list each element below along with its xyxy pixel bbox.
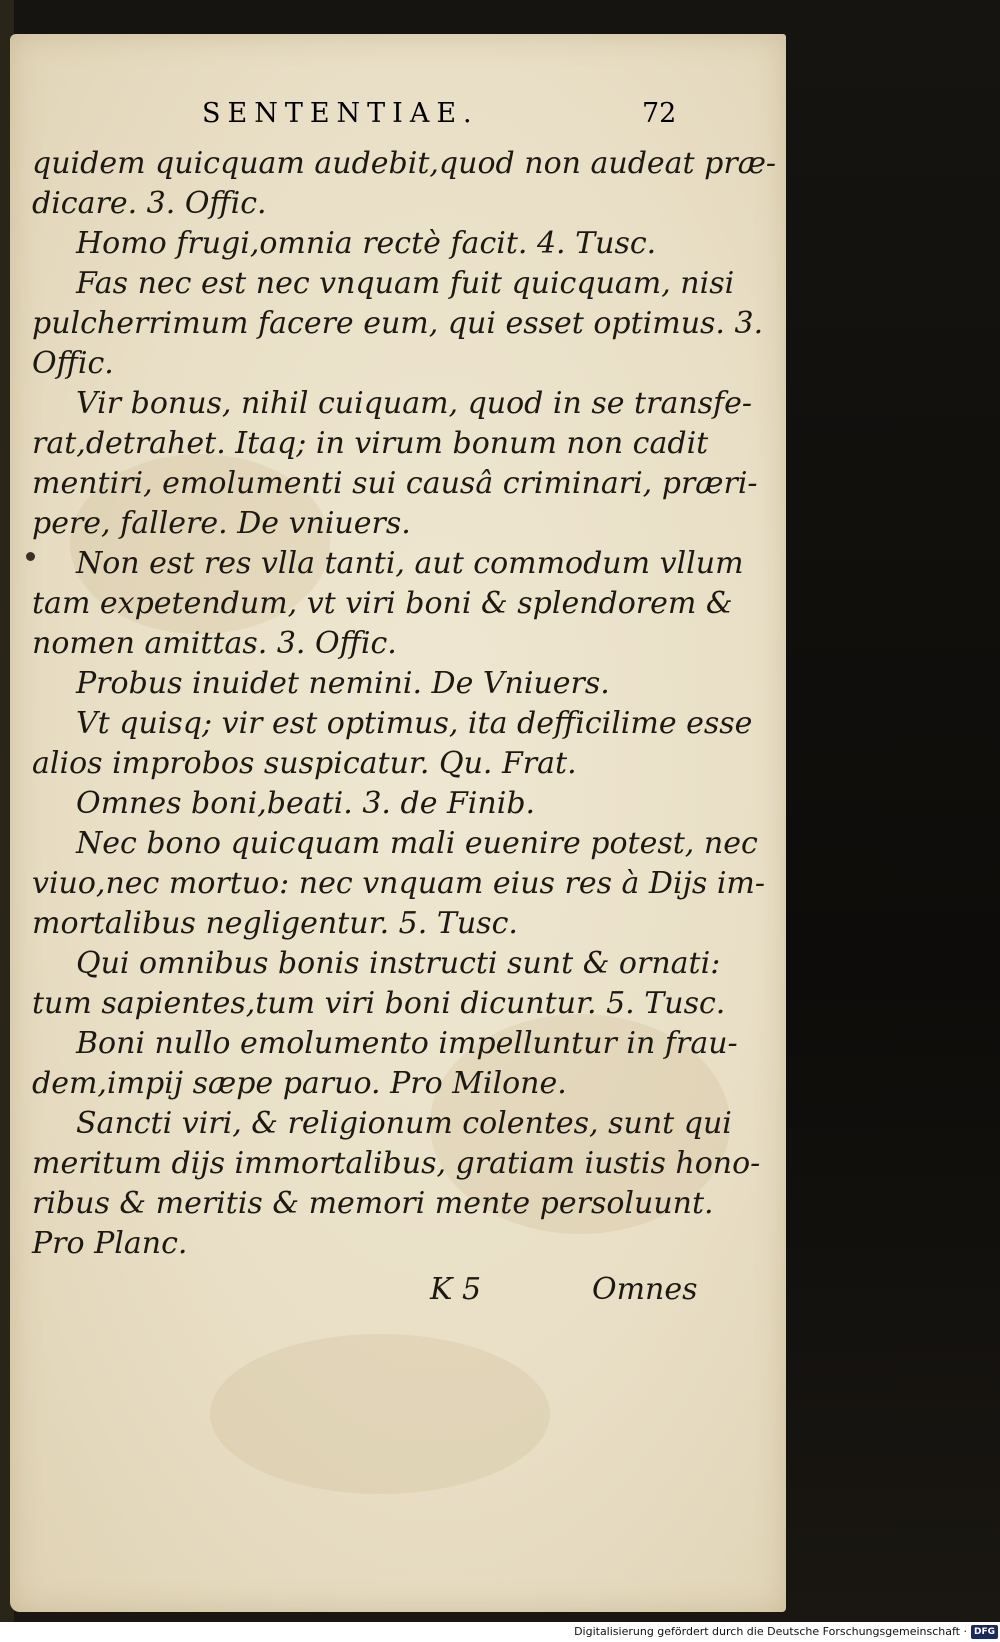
page-header bbox=[32, 98, 752, 134]
text-line: Qui omnibus bonis instructi sunt & ornati: bbox=[76, 946, 721, 981]
text-line: mortalibus negligentur. 5. Tusc. bbox=[32, 906, 518, 941]
text-line: meritum dijs immortalibus, gratiam iustis hono- bbox=[32, 1146, 761, 1181]
page-number: 72 bbox=[642, 98, 677, 129]
text-line: Vir bonus, nihil cuiquam, quod in se transfe- bbox=[76, 386, 753, 421]
book-page bbox=[10, 34, 786, 1612]
text-line: Non est res vlla tanti, aut commodum vllum bbox=[76, 546, 744, 581]
text-line: Offic. bbox=[32, 346, 114, 381]
text-line: tam expetendum, vt viri boni & splendorem & bbox=[32, 586, 733, 621]
signature-mark: K 5 bbox=[430, 1272, 482, 1307]
text-line: ribus & meritis & memori mente persoluunt. bbox=[32, 1186, 714, 1221]
text-line: dicare. 3. Offic. bbox=[32, 186, 267, 221]
text-line: tum sapientes,tum viri boni dicuntur. 5. Tusc. bbox=[32, 986, 726, 1021]
text-line: nomen amittas. 3. Offic. bbox=[32, 626, 397, 661]
catchword: Omnes bbox=[592, 1272, 698, 1307]
credit-text: Digitalisierung gefördert durch die Deutsche Forschungsgemeinschaft · bbox=[574, 1625, 967, 1638]
text-line: Pro Planc. bbox=[32, 1226, 188, 1261]
text-line: Sancti viri, & religionum colentes, sunt qui bbox=[76, 1106, 732, 1141]
text-line: alios improbos suspicatur. Qu. Frat. bbox=[32, 746, 577, 781]
text-line: Vt quisq; vir est optimus, ita defficilime esse bbox=[76, 706, 753, 741]
text-line: viuo,nec mortuo: nec vnquam eius res à Dijs im- bbox=[32, 866, 765, 901]
text-line: pulcherrimum facere eum, qui esset optimus. 3. bbox=[32, 306, 764, 341]
text-line: Nec bono quicquam mali euenire potest, nec bbox=[76, 826, 758, 861]
text-line: mentiri, emolumenti sui causâ criminari, præri- bbox=[32, 466, 758, 501]
text-line: Fas nec est nec vnquam fuit quicquam, nisi bbox=[76, 266, 735, 301]
text-line: quidem quicquam audebit,quod non audeat præ- bbox=[32, 146, 777, 181]
text-line: Homo frugi,omnia rectè facit. 4. Tusc. bbox=[76, 226, 657, 261]
text-line: dem,impij sæpe paruo. Pro Milone. bbox=[32, 1066, 567, 1101]
text-line: Boni nullo emolumento impelluntur in frau- bbox=[76, 1026, 738, 1061]
ink-mark bbox=[26, 552, 35, 561]
text-line: rat,detrahet. Itaq; in virum bonum non cadit bbox=[32, 426, 709, 461]
text-line: Omnes boni,beati. 3. de Finib. bbox=[76, 786, 536, 821]
running-head: SENTENTIAE. bbox=[202, 98, 479, 129]
digitization-credit bbox=[574, 1622, 1000, 1642]
text-line: Probus inuidet nemini. De Vniuers. bbox=[76, 666, 610, 701]
text-line: pere, fallere. De vniuers. bbox=[32, 506, 411, 541]
dfg-logo: DFG bbox=[971, 1625, 998, 1639]
paper-stain bbox=[210, 1334, 550, 1494]
